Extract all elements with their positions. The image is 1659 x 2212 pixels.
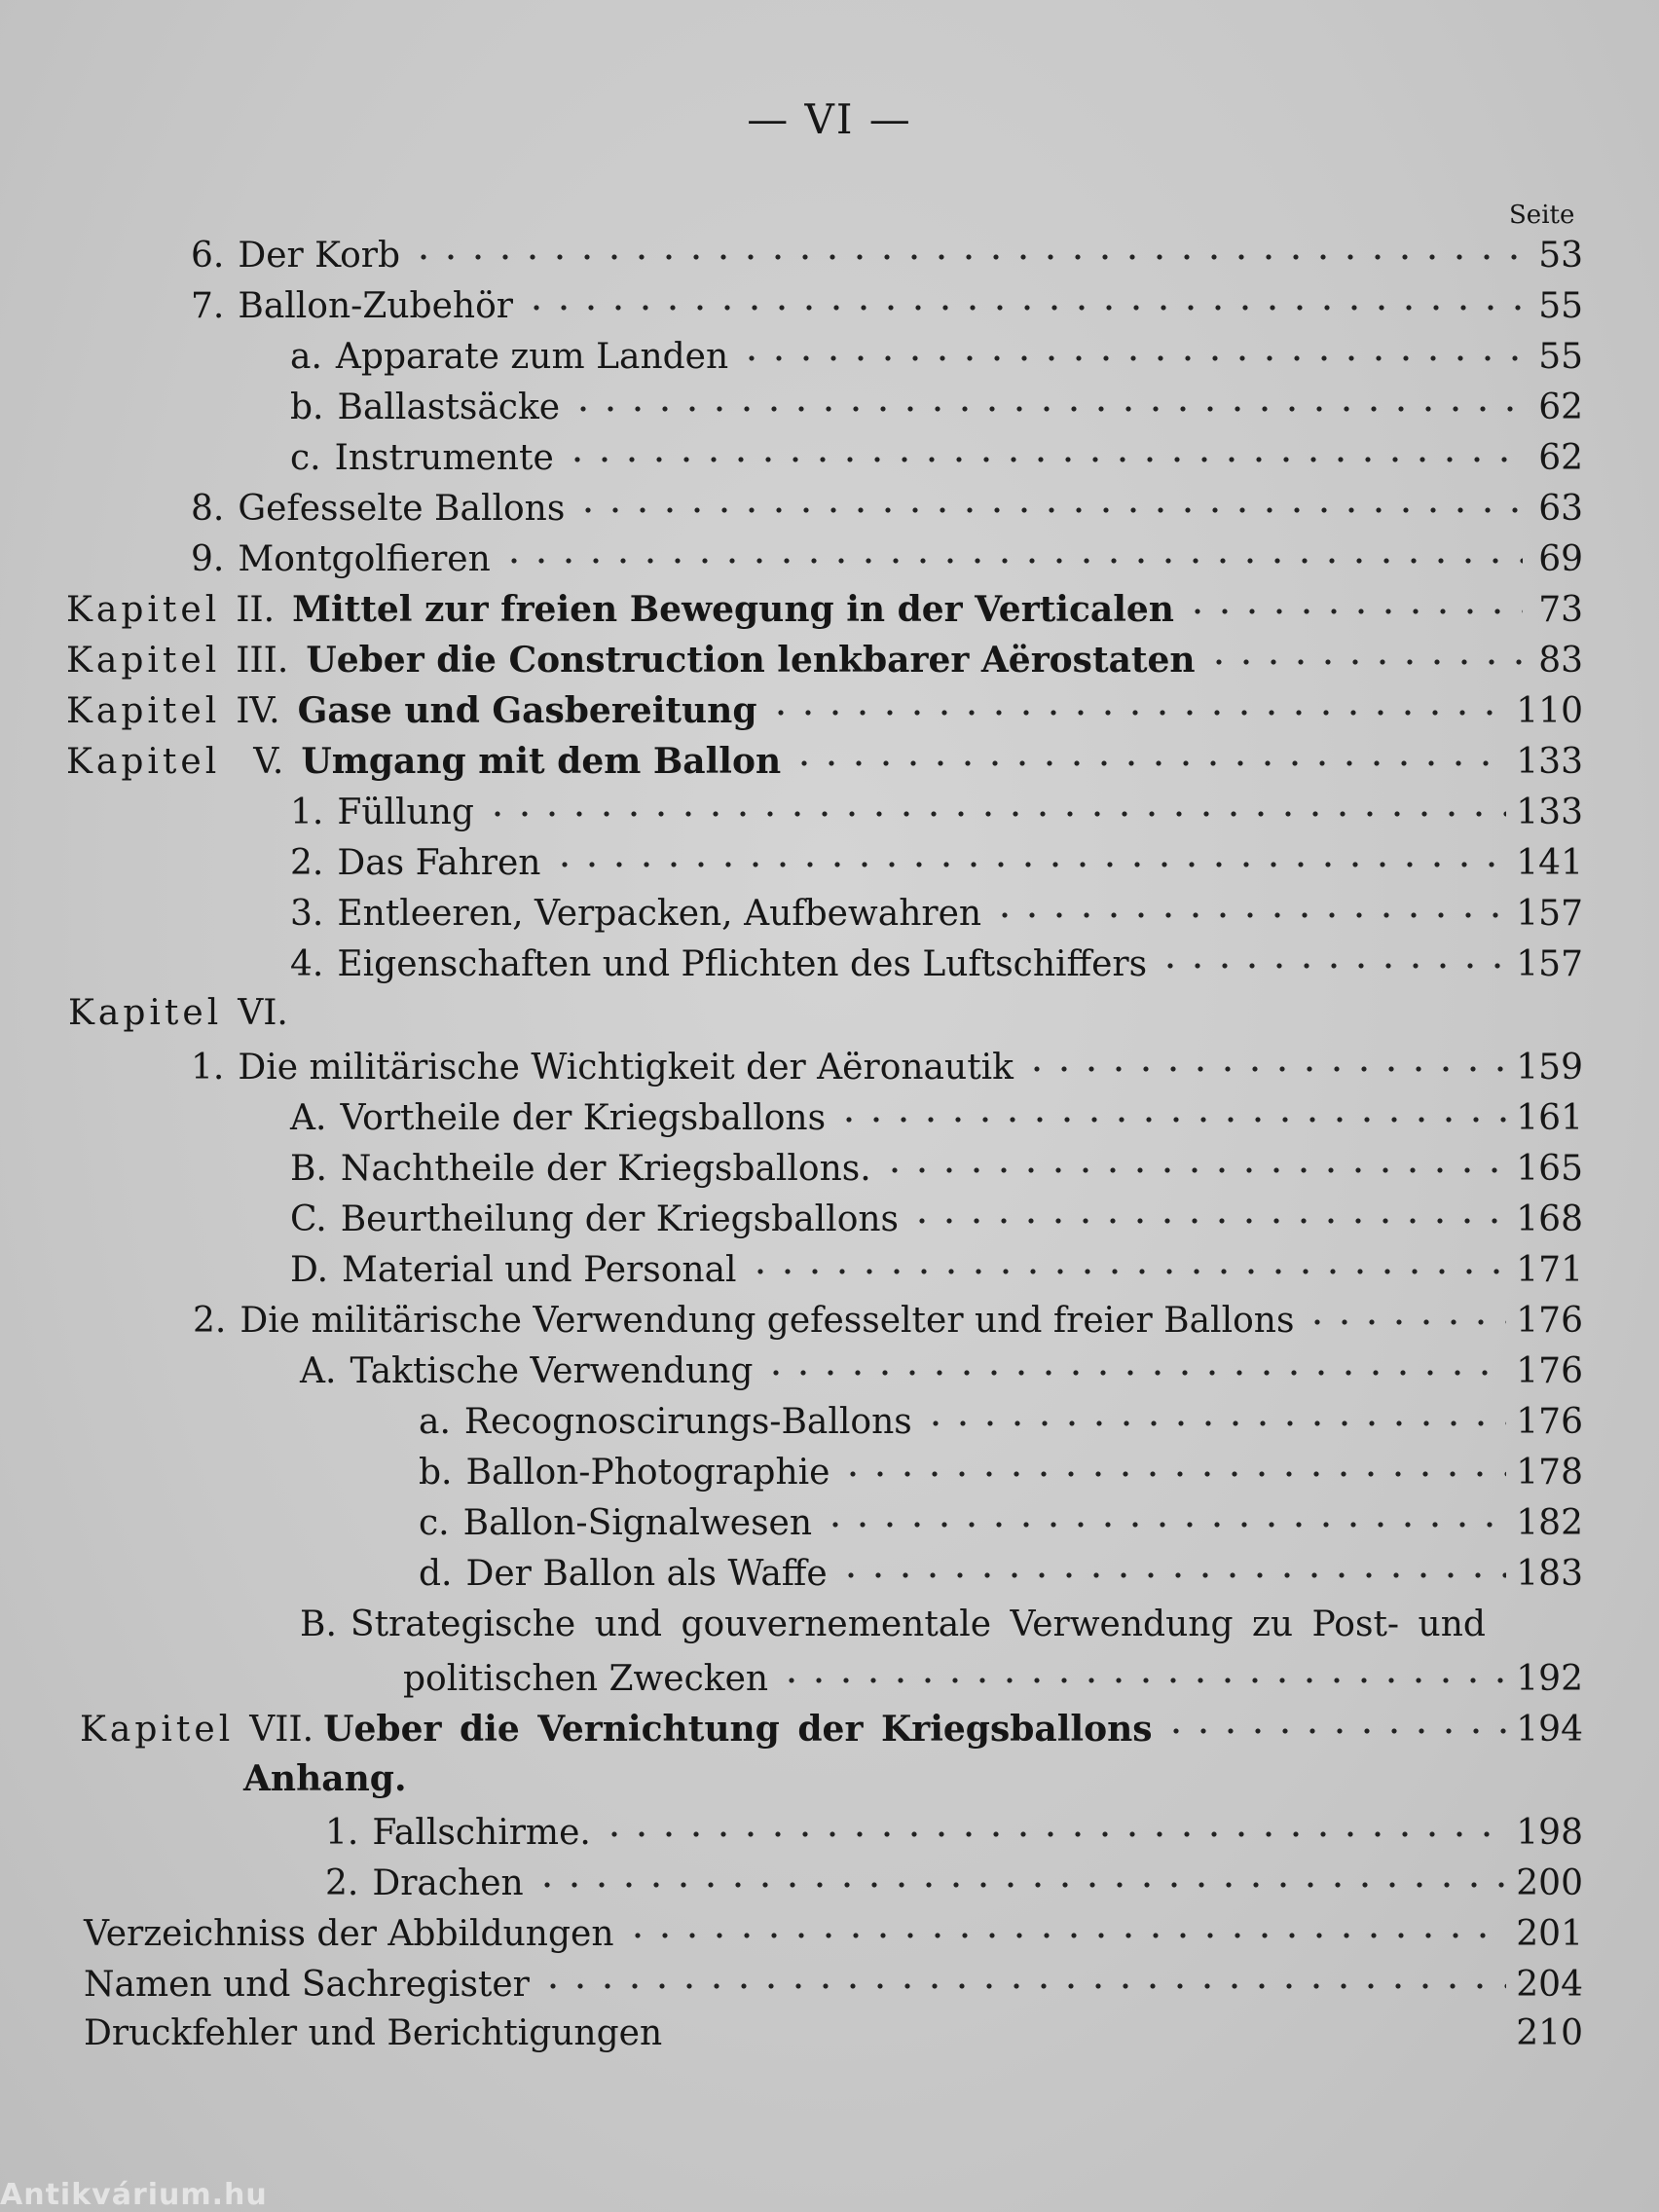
chapter-word: Kapitel xyxy=(66,742,221,782)
entry-page: 110 xyxy=(1516,691,1583,731)
leader-dots xyxy=(778,1657,1506,1692)
leader-dots xyxy=(747,1248,1507,1283)
leader-dots xyxy=(1023,1046,1506,1081)
entry-number: 8. xyxy=(191,489,225,529)
toc-entry xyxy=(290,890,1583,940)
toc-entry xyxy=(193,1297,1583,1347)
entry-title: Eigenschaften und Pflichten des Luftschiffers xyxy=(337,944,1148,984)
leader-dots xyxy=(908,1198,1506,1233)
toc-chapter-entry xyxy=(66,738,1583,789)
entry-page: 176 xyxy=(1516,1301,1583,1341)
entry-number: 1. xyxy=(290,793,324,832)
entry-number: c. xyxy=(290,438,321,478)
entry-title: Strategische und gouvernementale Verwendung zu Post- und xyxy=(350,1604,1486,1644)
entry-page: 62 xyxy=(1538,438,1583,478)
entry-page: 168 xyxy=(1516,1199,1583,1239)
entry-page: 178 xyxy=(1516,1453,1583,1493)
leader-dots xyxy=(624,1912,1507,1947)
entry-number: c. xyxy=(419,1503,450,1543)
toc-entry xyxy=(191,232,1583,282)
toc-entry xyxy=(325,1860,1583,1910)
entry-page: 69 xyxy=(1538,539,1583,579)
entry-title: Füllung xyxy=(337,793,474,832)
chapter-word: Kapitel xyxy=(66,641,221,681)
toc-entry xyxy=(84,2009,1583,2060)
chapter-word: Kapitel xyxy=(80,1710,235,1750)
entry-page: 73 xyxy=(1538,590,1583,630)
leader-dots xyxy=(837,1552,1507,1587)
toc-entry xyxy=(300,1347,1583,1398)
entry-page: 165 xyxy=(1516,1149,1583,1189)
leader-dots xyxy=(991,892,1506,927)
leader-dots xyxy=(601,1811,1506,1846)
entry-title: Drachen xyxy=(372,1863,524,1903)
chapter-number: IV. xyxy=(236,691,280,731)
entry-title: Ballon-Photographie xyxy=(465,1453,830,1493)
entry-page: 176 xyxy=(1516,1402,1583,1442)
toc-entry xyxy=(419,1398,1583,1449)
entry-title: Entleeren, Verpacken, Aufbewahren xyxy=(337,894,982,934)
seite-column-label: Seite xyxy=(1509,201,1575,230)
entry-page: 55 xyxy=(1538,286,1583,326)
entry-page: 198 xyxy=(1516,1813,1583,1853)
entry-page: 204 xyxy=(1516,1965,1583,2005)
leader-dots xyxy=(839,1451,1506,1486)
entry-title: Nachtheile der Kriegsballons. xyxy=(340,1149,871,1189)
toc-chapter-entry xyxy=(66,687,1583,738)
entry-page: 133 xyxy=(1516,793,1583,832)
entry-number: b. xyxy=(290,387,324,427)
toc-entry xyxy=(84,1961,1583,2011)
entry-page: 157 xyxy=(1516,944,1583,984)
entry-number: C. xyxy=(290,1199,327,1239)
entry-title: Die militärische Verwendung gefesselter und freier Ballons xyxy=(240,1301,1295,1341)
toc-entry xyxy=(290,434,1583,485)
toc-entry xyxy=(419,1550,1583,1601)
chapter-number: VI. xyxy=(238,993,288,1033)
leader-dots xyxy=(551,841,1507,876)
entry-page: 182 xyxy=(1516,1503,1583,1543)
toc-entry xyxy=(84,1910,1583,1961)
toc-entry xyxy=(290,1145,1583,1196)
entry-title: Der Ballon als Waffe xyxy=(465,1554,828,1594)
toc-entry xyxy=(290,1246,1583,1297)
toc-entry xyxy=(419,1499,1583,1550)
entry-number: 1. xyxy=(191,1048,225,1088)
entry-page: 200 xyxy=(1516,1863,1583,1903)
entry-title: Material und Personal xyxy=(342,1250,737,1290)
toc-entry-continuation xyxy=(403,1655,1583,1706)
entry-page: 159 xyxy=(1516,1048,1583,1088)
entry-title: Recognoscirungs-Ballons xyxy=(463,1402,912,1442)
entry-number: a. xyxy=(419,1402,451,1442)
entry-title: politischen Zwecken xyxy=(403,1659,769,1699)
entry-number: 2. xyxy=(325,1863,359,1903)
entry-title: Die militärische Wichtigkeit der Aëronautik xyxy=(238,1048,1014,1088)
entry-number: 6. xyxy=(191,236,225,276)
leader-dots xyxy=(534,1862,1507,1897)
toc-chapter-entry xyxy=(68,993,1583,1044)
appendix-title: Anhang. xyxy=(243,1758,407,1799)
leader-dots xyxy=(1157,942,1506,977)
entry-page: 133 xyxy=(1516,742,1583,782)
toc-entry xyxy=(290,940,1583,991)
entry-page: 55 xyxy=(1538,337,1583,377)
entry-title: Ballastsäcke xyxy=(337,387,561,427)
leader-dots xyxy=(1184,588,1523,623)
toc-entry xyxy=(325,1809,1583,1860)
chapter-word: Kapitel xyxy=(68,993,223,1033)
toc-entry xyxy=(290,1094,1583,1145)
entry-title: Ballon-Zubehör xyxy=(238,286,513,326)
entry-title: Fallschirme. xyxy=(372,1813,591,1853)
chapter-title: Ueber die Vernichtung der Kriegsballons xyxy=(323,1709,1153,1750)
entry-number: A. xyxy=(290,1098,327,1138)
leader-dots xyxy=(484,791,1506,826)
entry-number: b. xyxy=(419,1453,453,1493)
chapter-number: II. xyxy=(236,590,276,630)
appendix-heading xyxy=(243,1758,828,1809)
leader-dots xyxy=(835,1096,1506,1131)
toc-entry xyxy=(300,1604,1517,1655)
entry-number: A. xyxy=(300,1351,337,1391)
leader-dots xyxy=(1205,639,1523,674)
entry-number: 2. xyxy=(290,843,324,883)
entry-number: 4. xyxy=(290,944,324,984)
entry-title: Ballon-Signalwesen xyxy=(462,1503,813,1543)
entry-number: D. xyxy=(290,1250,329,1290)
leader-dots xyxy=(881,1147,1507,1182)
entry-page: 201 xyxy=(1516,1914,1583,1954)
entry-number: 7. xyxy=(191,286,225,326)
toc-entry xyxy=(290,789,1583,839)
entry-page: 53 xyxy=(1538,236,1583,276)
toc-entry xyxy=(419,1449,1583,1499)
leader-dots xyxy=(672,2011,1506,2046)
toc-chapter-entry xyxy=(80,1706,1583,1756)
entry-page: 194 xyxy=(1516,1710,1583,1750)
entry-page: 157 xyxy=(1516,894,1583,934)
chapter-number: III. xyxy=(236,641,289,681)
entry-number: 3. xyxy=(290,894,324,934)
toc-entry xyxy=(191,485,1583,535)
entry-number: 2. xyxy=(193,1301,227,1341)
leader-dots xyxy=(570,386,1523,421)
page-number-header: — VI — xyxy=(747,95,912,143)
leader-dots xyxy=(500,537,1523,572)
entry-title: Instrumente xyxy=(334,438,554,478)
entry-title: Taktische Verwendung xyxy=(350,1351,754,1391)
entry-number: d. xyxy=(419,1554,453,1594)
entry-title: Montgolfieren xyxy=(238,539,491,579)
entry-page: 210 xyxy=(1516,2013,1583,2053)
toc-entry xyxy=(191,535,1583,586)
entry-number: 9. xyxy=(191,539,225,579)
entry-number: B. xyxy=(300,1604,337,1644)
entry-title: Der Korb xyxy=(238,236,401,276)
leader-dots xyxy=(822,1501,1506,1536)
entry-page: 171 xyxy=(1516,1250,1583,1290)
leader-dots xyxy=(922,1400,1507,1435)
leader-dots xyxy=(539,1963,1506,1998)
toc-entry xyxy=(290,384,1583,434)
entry-page: 161 xyxy=(1516,1098,1583,1138)
leader-dots xyxy=(1304,1299,1506,1334)
entry-title: Vortheile der Kriegsballons xyxy=(340,1098,827,1138)
leader-dots xyxy=(767,689,1507,724)
chapter-title: Umgang mit dem Ballon xyxy=(301,741,782,782)
chapter-word: Kapitel xyxy=(66,691,221,731)
entry-title: Verzeichniss der Abbildungen xyxy=(84,1914,614,1954)
chapter-number: VII. xyxy=(249,1710,314,1750)
entry-page: 192 xyxy=(1516,1659,1583,1699)
leader-dots xyxy=(738,335,1523,370)
leader-dots xyxy=(410,234,1523,269)
entry-page: 141 xyxy=(1516,843,1583,883)
entry-page: 176 xyxy=(1516,1351,1583,1391)
entry-title: Das Fahren xyxy=(337,843,541,883)
toc-entry xyxy=(191,282,1583,333)
entry-page: 63 xyxy=(1538,489,1583,529)
chapter-title: Mittel zur freien Bewegung in der Verticalen xyxy=(292,589,1174,630)
entry-title: Druckfehler und Berichtigungen xyxy=(84,2013,663,2053)
leader-dots xyxy=(791,740,1506,775)
toc-entry xyxy=(290,333,1583,384)
entry-page: 62 xyxy=(1538,387,1583,427)
watermark: Antikvárium.hu xyxy=(0,2178,268,2212)
leader-dots xyxy=(762,1349,1506,1384)
entry-title: Beurtheilung der Kriegsballons xyxy=(340,1199,900,1239)
entry-page: 183 xyxy=(1516,1554,1583,1594)
toc-entry xyxy=(290,839,1583,890)
chapter-word: Kapitel xyxy=(66,590,221,630)
chapter-title: Gase und Gasbereitung xyxy=(297,690,757,731)
entry-title: Namen und Sachregister xyxy=(84,1965,530,2005)
toc-chapter-entry xyxy=(66,637,1583,687)
toc-chapter-entry xyxy=(66,586,1583,637)
chapter-number: V. xyxy=(253,742,284,782)
leader-dots xyxy=(574,487,1523,522)
entry-title: Gefesselte Ballons xyxy=(238,489,566,529)
entry-number: a. xyxy=(290,337,322,377)
entry-number: 1. xyxy=(325,1813,359,1853)
leader-dots xyxy=(523,284,1523,319)
chapter-title: Ueber die Construction lenkbarer Aërostaten xyxy=(306,640,1196,681)
toc-entry xyxy=(191,1044,1583,1094)
leader-dots xyxy=(564,436,1523,471)
entry-number: B. xyxy=(290,1149,327,1189)
leader-dots xyxy=(1162,1708,1507,1743)
entry-page: 83 xyxy=(1538,641,1583,681)
toc-entry xyxy=(290,1196,1583,1246)
entry-title: Apparate zum Landen xyxy=(335,337,729,377)
